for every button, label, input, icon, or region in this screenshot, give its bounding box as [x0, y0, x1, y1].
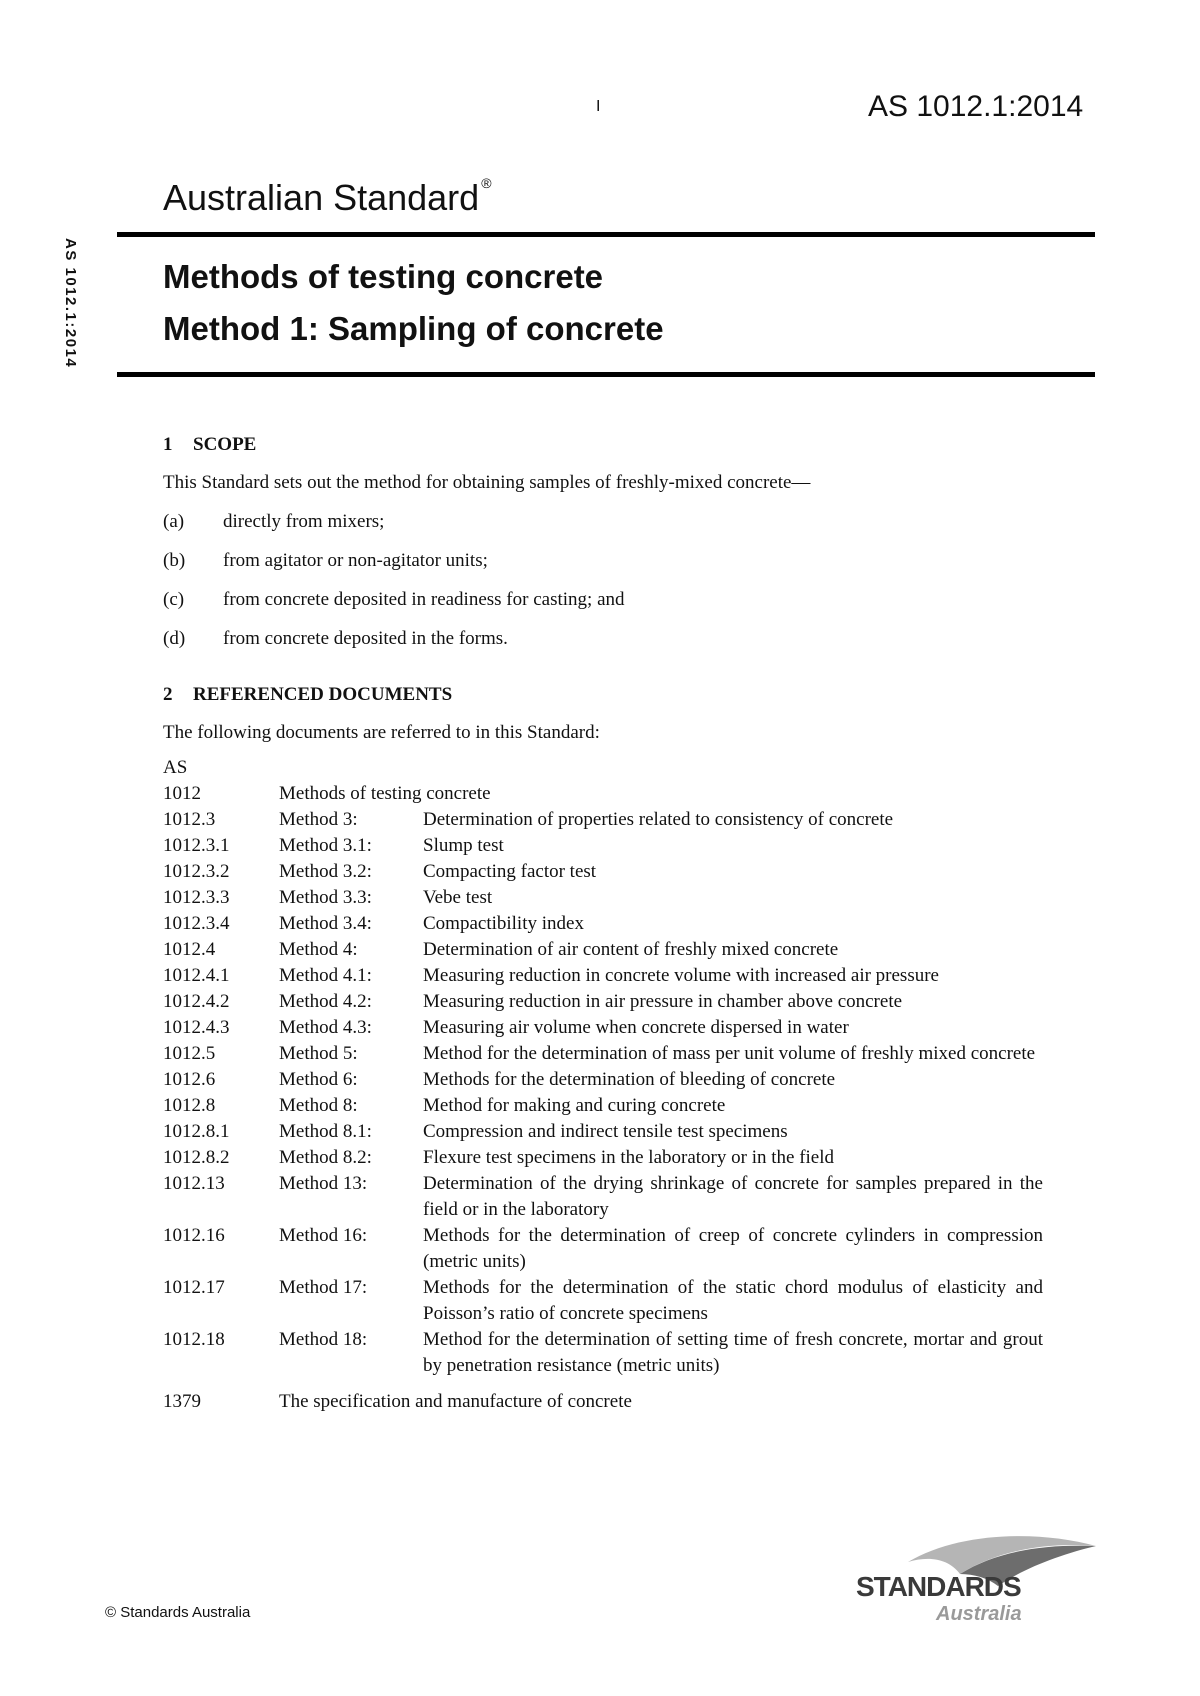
section-number: 1 — [163, 434, 173, 455]
standards-australia-logo — [848, 1528, 1098, 1628]
reference-method: Method 3.2: — [279, 861, 372, 882]
reference-code: 1012.3.2 — [163, 861, 230, 882]
reference-method: Method 8.2: — [279, 1147, 372, 1168]
references-table — [163, 755, 1043, 1415]
reference-title: Methods for the determination of the static chord modulus of elasticity and Poisson’s ratio of concrete specimens — [423, 1277, 1043, 1324]
reference-title: Compression and indirect tensile test specimens — [423, 1121, 788, 1142]
reference-title: Measuring reduction in concrete volume with increased air pressure — [423, 965, 939, 986]
registered-mark: ® — [481, 175, 492, 191]
table-row — [163, 859, 1043, 885]
table-row — [163, 1389, 1043, 1415]
reference-title: Determination of the drying shrinkage of concrete for samples prepared in the field or in the laboratory — [423, 1173, 1043, 1220]
list-marker: (b) — [163, 550, 186, 571]
reference-code: 1012 — [163, 783, 201, 804]
reference-method: Method 13: — [279, 1173, 368, 1194]
reference-code: 1012.3.1 — [163, 835, 230, 856]
scope-intro: This Standard sets out the method for obtaining samples of freshly-mixed concrete— — [163, 472, 811, 493]
reference-code: 1012.8.1 — [163, 1121, 230, 1142]
reference-method: Method 4: — [279, 939, 358, 960]
table-row — [163, 1171, 1043, 1223]
standard-code: AS 1012.1:2014 — [868, 90, 1084, 123]
table-row — [163, 1223, 1043, 1275]
reference-code: 1012.5 — [163, 1043, 216, 1064]
document-title: Methods of testing concrete — [163, 258, 604, 295]
list-text: directly from mixers; — [223, 511, 385, 532]
table-row — [163, 1275, 1043, 1327]
reference-method: Method 4.1: — [279, 965, 372, 986]
reference-method: Method 8.1: — [279, 1121, 372, 1142]
reference-code: 1012.13 — [163, 1173, 225, 1194]
table-row — [163, 963, 1043, 989]
list-marker: (a) — [163, 511, 185, 532]
brand-line — [163, 175, 492, 219]
reference-title: Methods for the determination of creep of concrete cylinders in compression (metric units) — [423, 1225, 1043, 1272]
table-row — [163, 833, 1043, 859]
reference-method: Method 16: — [279, 1225, 368, 1246]
references-group-label — [163, 755, 1043, 781]
reference-title: Slump test — [423, 835, 504, 856]
reference-code: 1012.16 — [163, 1225, 225, 1246]
section-title: SCOPE — [193, 434, 257, 455]
reference-title: Vebe test — [423, 887, 493, 908]
reference-title: Determination of properties related to consistency of concrete — [423, 809, 894, 830]
reference-code: 1379 — [163, 1391, 201, 1412]
list-text: from concrete deposited in readiness for casting; and — [223, 589, 625, 610]
logo-main-text: STANDARDS — [856, 1571, 1021, 1602]
reference-code: 1012.8 — [163, 1095, 216, 1116]
list-marker: (d) — [163, 628, 186, 649]
reference-title: Methods for the determination of bleeding of concrete — [423, 1069, 836, 1090]
reference-method: Method 3: — [279, 809, 358, 830]
reference-method: Method 3.1: — [279, 835, 372, 856]
references-rows — [163, 781, 1043, 1379]
reference-title: Method for the determination of setting time of fresh concrete, mortar and grout by penetration resistance (metric units) — [423, 1329, 1043, 1376]
reference-code: 1012.8.2 — [163, 1147, 230, 1168]
reference-code: 1012.4.2 — [163, 991, 230, 1012]
reference-title: Flexure test specimens in the laboratory or in the field — [423, 1147, 835, 1168]
reference-code: 1012.3 — [163, 809, 216, 830]
table-row — [163, 1093, 1043, 1119]
list-text: from concrete deposited in the forms. — [223, 628, 508, 649]
table-row — [163, 807, 1043, 833]
reference-code: 1012.4.1 — [163, 965, 230, 986]
reference-method: Method 6: — [279, 1069, 358, 1090]
reference-method: Method 17: — [279, 1277, 368, 1298]
side-standard-code: AS 1012.1:2014 — [62, 238, 79, 369]
section-title: REFERENCED DOCUMENTS — [193, 684, 453, 705]
reference-title: Determination of air content of freshly mixed concrete — [423, 939, 839, 960]
list-item — [163, 509, 384, 535]
table-row — [163, 1067, 1043, 1093]
table-row — [163, 885, 1043, 911]
list-text: from agitator or non-agitator units; — [223, 550, 488, 571]
reference-code: 1012.17 — [163, 1277, 225, 1298]
section-number: 2 — [163, 684, 173, 705]
reference-title: Measuring reduction in air pressure in chamber above concrete — [423, 991, 903, 1012]
table-row — [163, 911, 1043, 937]
list-item — [163, 548, 488, 574]
logo-sub-text: Australia — [936, 1603, 1022, 1625]
list-item — [163, 587, 625, 613]
reference-method: Method 3.3: — [279, 887, 372, 908]
document-subtitle: Method 1: Sampling of concrete — [163, 310, 664, 347]
reference-code: 1012.4.3 — [163, 1017, 230, 1038]
reference-code: 1012.18 — [163, 1329, 225, 1350]
reference-method: Method 4.3: — [279, 1017, 372, 1038]
section-heading-scope — [163, 432, 256, 458]
reference-title: Compactibility index — [423, 913, 584, 934]
top-rule — [117, 232, 1095, 237]
section-heading-references — [163, 682, 452, 708]
table-row — [163, 781, 1043, 807]
references-intro: The following documents are referred to in this Standard: — [163, 722, 600, 743]
reference-title: Methods of testing concrete — [279, 783, 491, 804]
reference-title: Method for making and curing concrete — [423, 1095, 726, 1116]
table-row — [163, 937, 1043, 963]
reference-code: 1012.4 — [163, 939, 216, 960]
reference-title: The specification and manufacture of concrete — [279, 1391, 632, 1412]
table-row — [163, 1327, 1043, 1379]
reference-code: 1012.3.4 — [163, 913, 230, 934]
page-number: I — [596, 98, 601, 115]
reference-code: 1012.6 — [163, 1069, 216, 1090]
list-item — [163, 626, 508, 652]
brand-text: Australian Standard — [163, 177, 480, 218]
reference-method: Method 5: — [279, 1043, 358, 1064]
reference-method: Method 3.4: — [279, 913, 372, 934]
table-row — [163, 1041, 1043, 1067]
reference-method: Method 4.2: — [279, 991, 372, 1012]
reference-method: Method 18: — [279, 1329, 368, 1350]
list-marker: (c) — [163, 589, 185, 610]
reference-title: Method for the determination of mass per unit volume of freshly mixed concrete — [423, 1043, 1036, 1064]
table-row — [163, 1145, 1043, 1171]
table-row — [163, 989, 1043, 1015]
table-row — [163, 1119, 1043, 1145]
reference-method: Method 8: — [279, 1095, 358, 1116]
reference-title: Measuring air volume when concrete dispersed in water — [423, 1017, 849, 1038]
bottom-rule — [117, 372, 1095, 377]
reference-code: 1012.3.3 — [163, 887, 230, 908]
table-row — [163, 1015, 1043, 1041]
copyright-notice: © Standards Australia — [105, 1604, 251, 1621]
reference-title: Compacting factor test — [423, 861, 597, 882]
group-label: AS — [163, 757, 188, 778]
